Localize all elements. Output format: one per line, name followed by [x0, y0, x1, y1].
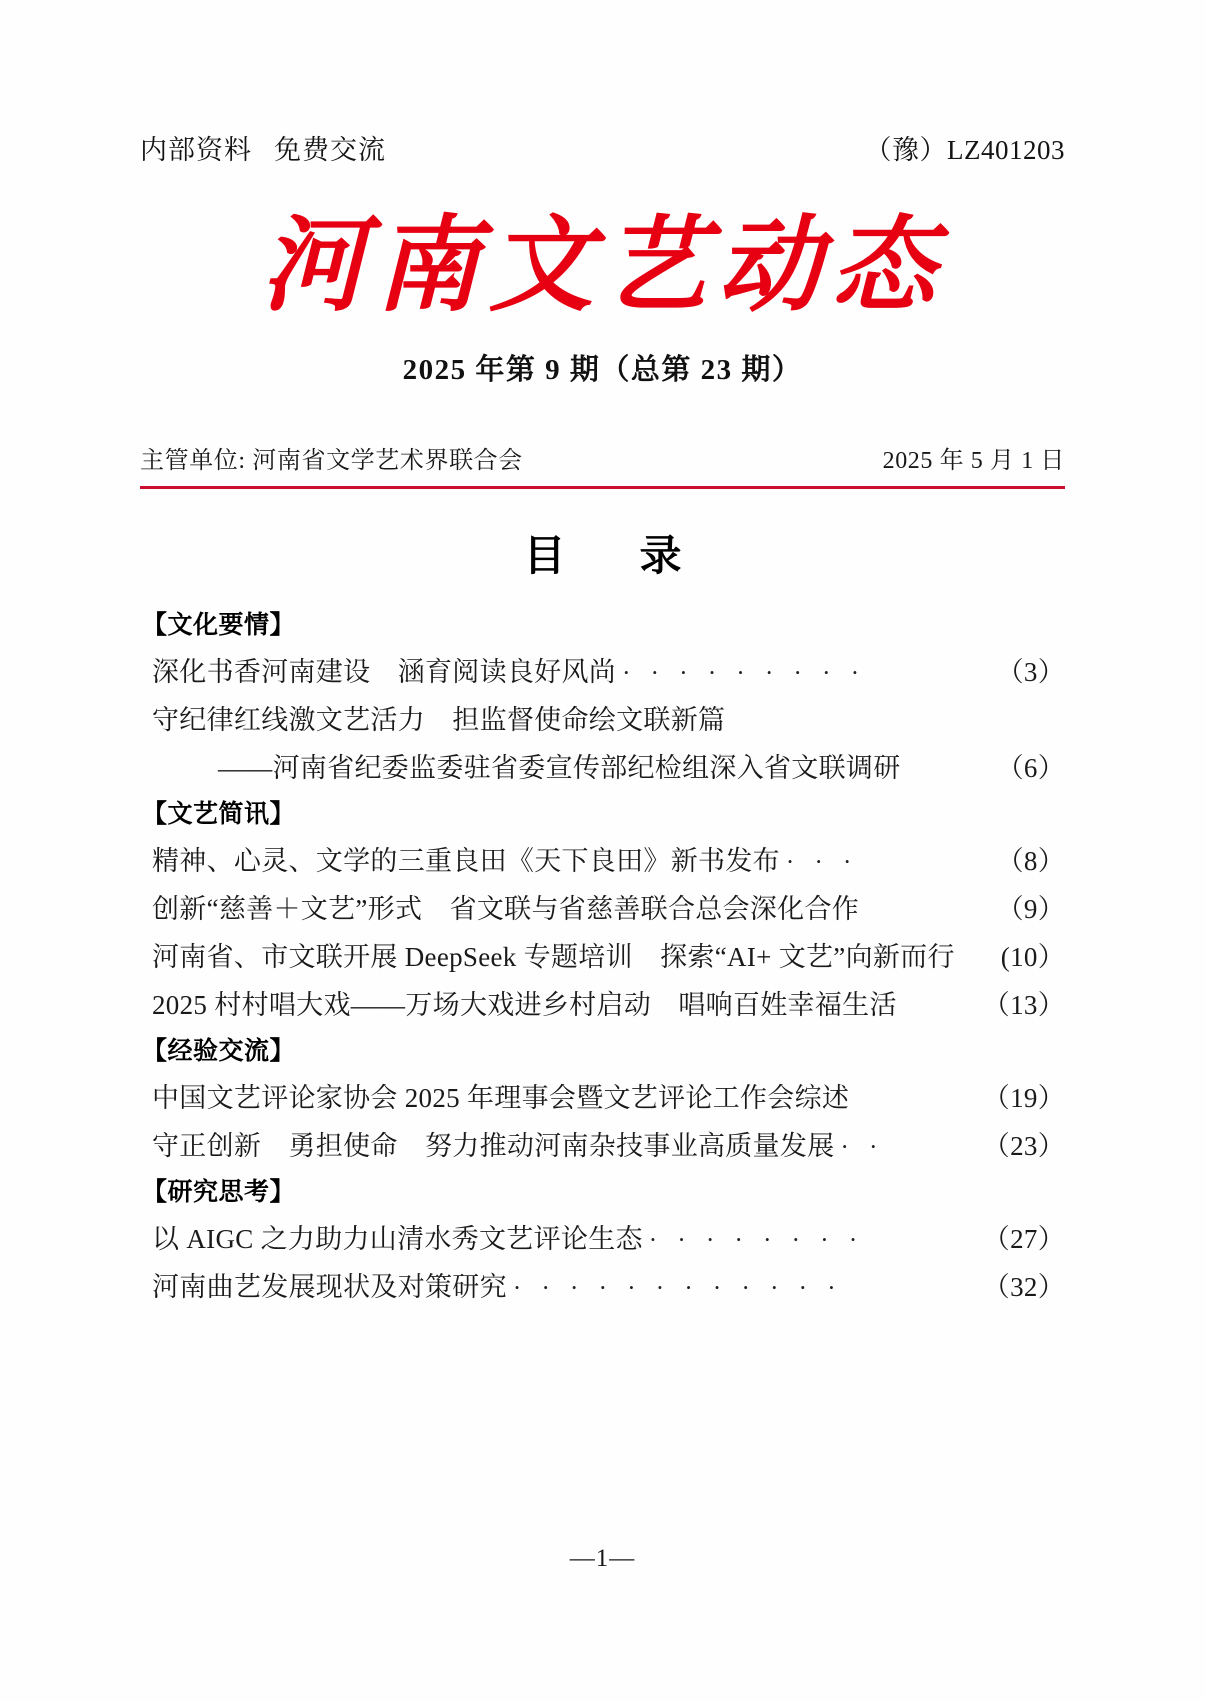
toc-entry-title: 河南曲艺发展现状及对策研究: [152, 1272, 507, 1302]
toc-entry-title: 守正创新 勇担使命 努力推动河南杂技事业高质量发展: [152, 1131, 835, 1161]
header-divider-rule: [140, 486, 1065, 489]
document-header: [140, 0, 1065, 167]
toc-entry-page-number: （8）: [996, 846, 1065, 876]
toc-entry-title: 中国文艺评论家协会 2025 年理事会暨文艺评论工作会综述: [152, 1083, 850, 1113]
page-content: [140, 0, 1065, 1701]
publisher-name: 主管单位: 河南省文学艺术界联合会: [140, 448, 523, 474]
toc-entry[interactable]: [152, 935, 1065, 974]
toc-entry-page-number: （9）: [996, 894, 1065, 924]
toc-entry-page-number: （19）: [982, 1083, 1065, 1113]
header-left-text: [140, 128, 386, 167]
toc-entry[interactable]: [152, 887, 1065, 926]
toc-entry[interactable]: [152, 650, 1065, 689]
table-of-contents: [140, 605, 1065, 1304]
toc-entry-page-number: （32）: [982, 1272, 1065, 1302]
publisher-row: [140, 440, 1065, 475]
header-free-label: 免费交流: [274, 135, 386, 165]
toc-section-heading: 【研究思考】: [142, 1178, 296, 1206]
toc-dot-leader: · · · · · · · · · · · ·: [512, 1275, 843, 1302]
toc-dot-leader: · · · · · · · · ·: [622, 660, 867, 687]
toc-entry-page-number: （13）: [982, 990, 1065, 1020]
toc-dot-leader: · · · · · · · ·: [648, 1227, 865, 1254]
issue-number-line: 2025 年第 9 期（总第 23 期）: [402, 354, 803, 386]
header-serial-number: （豫）LZ401203: [864, 135, 1065, 165]
page-title: 目 录: [523, 534, 698, 580]
toc-entry-page-number: （27）: [982, 1224, 1065, 1254]
header-internal-label: 内部资料: [140, 135, 252, 165]
toc-entry[interactable]: [152, 983, 1065, 1022]
toc-entry-title: ——河南省纪委监委驻省委宣传部纪检组深入省文联调研: [218, 753, 901, 783]
toc-entry[interactable]: [152, 1217, 1065, 1256]
toc-entry[interactable]: [218, 746, 1065, 785]
toc-entry-page-number: （3）: [996, 657, 1065, 687]
toc-entry-title: 深化书香河南建设 涵育阅读良好风尚: [152, 657, 617, 687]
toc-entry-title: 以 AIGC 之力助力山清水秀文艺评论生态: [152, 1224, 643, 1254]
toc-entry[interactable]: [152, 1265, 1065, 1304]
toc-entry-title: 河南省、市文联开展 DeepSeek 专题培训 探索“AI+ 文艺”向新而行: [152, 942, 955, 972]
page-footer: —1—: [569, 1545, 636, 1572]
toc-entry-title: 2025 村村唱大戏——万场大戏进乡村启动 唱响百姓幸福生活: [152, 990, 897, 1020]
toc-entry-title: 守纪律红线激文艺活力 担监督使命绘文联新篇: [152, 705, 726, 735]
toc-entry-page-number: （6）: [996, 753, 1065, 783]
masthead-calligraphy-svg: [253, 205, 953, 331]
toc-entry-page-number: （23）: [982, 1131, 1065, 1161]
toc-entry[interactable]: [152, 1124, 1065, 1163]
toc-entry-page-number: (10）: [1000, 942, 1065, 972]
masthead-logo: [140, 203, 1065, 333]
toc-entry[interactable]: [152, 1076, 1065, 1115]
toc-entry[interactable]: [152, 698, 1065, 737]
toc-entry-title: 创新“慈善＋文艺”形式 省文联与省慈善联合总会深化合作: [152, 894, 860, 924]
toc-entry[interactable]: [152, 839, 1065, 878]
toc-dot-leader: · · ·: [785, 849, 859, 876]
toc-section-heading: 【文艺简讯】: [142, 800, 296, 828]
masthead-title-text: 河南文艺动态: [260, 209, 945, 324]
toc-section-heading: 【经验交流】: [142, 1037, 296, 1065]
toc-dot-leader: · ·: [840, 1134, 885, 1161]
toc-section-heading: 【文化要情】: [142, 611, 296, 639]
publication-date: 2025 年 5 月 1 日: [882, 448, 1065, 474]
toc-entry-title: 精神、心灵、文学的三重良田《天下良田》新书发布: [152, 846, 780, 876]
